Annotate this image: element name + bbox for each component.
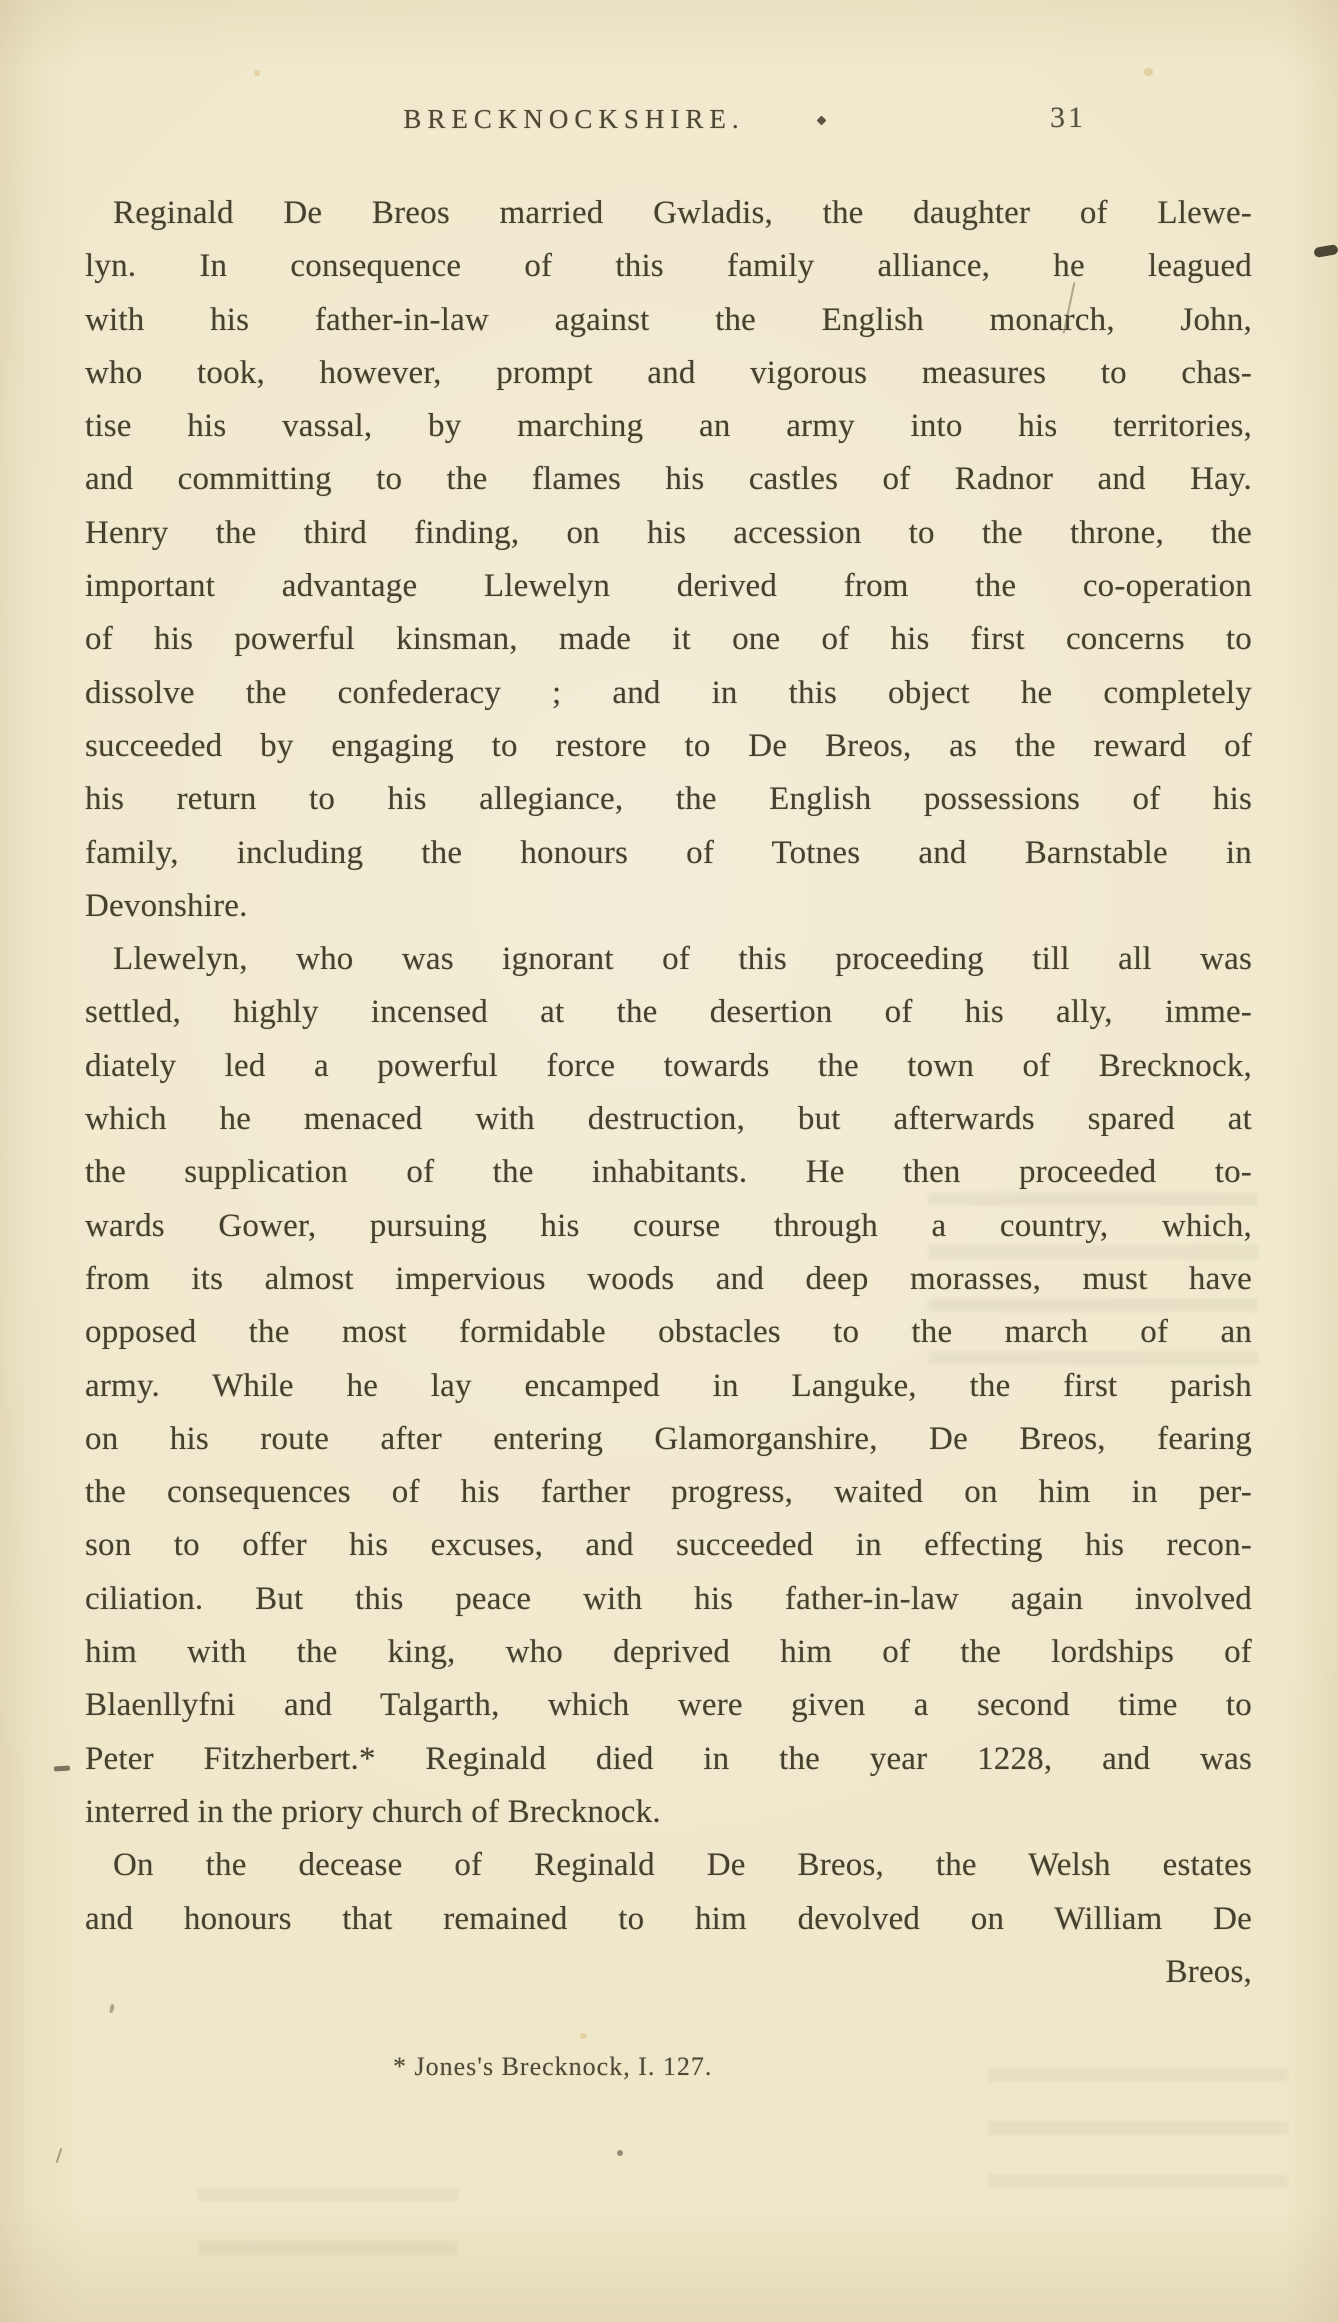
text-line: the supplication of the inhabitants. He then proceeded to- (85, 1154, 1252, 1191)
foxing-stain (580, 2033, 587, 2039)
running-title: BRECKNOCKSHIRE. (403, 104, 745, 134)
text-line: dissolve the confederacy ; and in this object he completely (85, 674, 1252, 711)
text-line: of his powerful kinsman, made it one of his first concerns to (85, 621, 1252, 658)
text-line: Llewelyn, who was ignorant of this proceeding till all was (113, 941, 1252, 978)
text-line: interred in the priory church of Brecknock. (85, 1793, 661, 1830)
text-line: his return to his allegiance, the English possessions of his (85, 781, 1252, 818)
text-line: diately led a powerful force towards the town of Brecknock, (85, 1047, 1252, 1084)
text-line: him with the king, who deprived him of the lordships of (85, 1634, 1252, 1671)
page-number: 31 (1050, 101, 1086, 134)
show-through (928, 1192, 1258, 1367)
text-line: who took, however, prompt and vigorous measures to chas- (85, 354, 1252, 391)
foxing-stain (254, 70, 260, 76)
text-line: son to offer his excuses, and succeeded in effecting his recon- (85, 1527, 1252, 1564)
text-line: opposed the most formidable obstacles to the march of an (85, 1314, 1252, 1351)
text-line: the consequences of his farther progress, waited on him in per- (85, 1474, 1252, 1511)
text-line: tise his vassal, by marching an army into his territories, (85, 408, 1252, 445)
text-line: and honours that remained to him devolved on William De (85, 1900, 1252, 1937)
ink-dot (617, 2150, 623, 2156)
footnote: * Jones's Brecknock, I. 127. (393, 2052, 713, 2081)
text-line: settled, highly incensed at the desertion of his ally, imme- (85, 994, 1252, 1031)
text-line: lyn. In consequence of this family alliance, he leagued (85, 248, 1252, 285)
paper-fiber (56, 2148, 63, 2163)
foxing-stain (1144, 68, 1153, 76)
text-line: wards Gower, pursuing his course through a country, which, (85, 1207, 1252, 1244)
text-line: family, including the honours of Totnes and Barnstable in (85, 834, 1252, 871)
text-line: On the decease of Reginald De Breos, the Welsh estates (113, 1847, 1252, 1884)
catchword: Breos, (1165, 1953, 1252, 1990)
text-line: Henry the third finding, on his accession to the throne, the (85, 514, 1252, 551)
text-line: which he menaced with destruction, but afterwards spared at (85, 1101, 1252, 1138)
show-through (198, 2188, 458, 2278)
show-through (988, 2068, 1288, 2208)
margin-ink-dash (1313, 244, 1338, 258)
text-line: with his father-in-law against the English monarch, John, (85, 301, 1252, 338)
text-line: on his route after entering Glamorganshire, De Breos, fearing (85, 1420, 1252, 1457)
body-text (85, 187, 1252, 1999)
ink-speck (109, 2004, 115, 2014)
text-line: ciliation. But this peace with his father-in-law again involved (85, 1580, 1252, 1617)
text-line: army. While he lay encamped in Languke, the first parish (85, 1367, 1252, 1404)
margin-ink-mark (54, 1765, 70, 1771)
text-line: and committing to the flames his castles of Radnor and Hay. (85, 461, 1252, 498)
text-line: succeeded by engaging to restore to De Breos, as the reward of (85, 727, 1252, 764)
text-line: Peter Fitzherbert.* Reginald died in the year 1228, and was (85, 1740, 1252, 1777)
text-line: important advantage Llewelyn derived from the co-operation (85, 568, 1252, 605)
text-line: Devonshire. (85, 887, 248, 924)
text-line: Reginald De Breos married Gwladis, the daughter of Llewe- (113, 195, 1252, 231)
text-line: from its almost impervious woods and deep morasses, must have (85, 1260, 1252, 1297)
text-line: Blaenllyfni and Talgarth, which were given a second time to (85, 1687, 1252, 1724)
